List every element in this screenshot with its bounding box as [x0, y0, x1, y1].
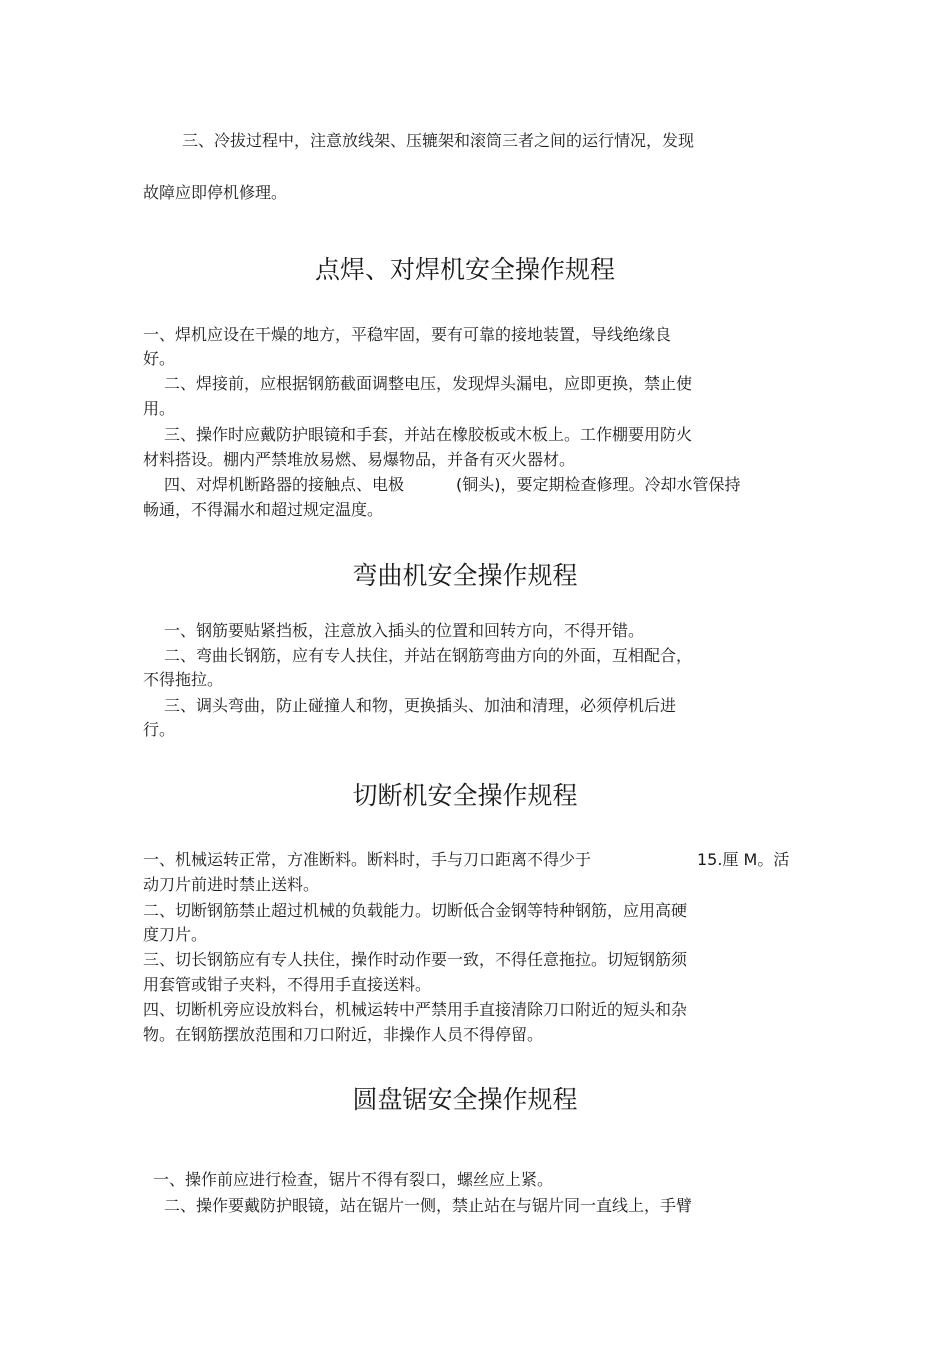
paragraph-line: 四、切断机旁应设放料台，机械运转中严禁用手直接清除刀口附近的短头和杂 — [143, 1000, 688, 1019]
paragraph-line: 一、焊机应设在干燥的地方，平稳牢固，要有可靠的接地装置，导线绝缘良 — [143, 325, 672, 344]
paragraph-line: 材料搭设。棚内严禁堆放易燃、易爆物品，并备有灭火器材。 — [143, 450, 576, 469]
paragraph-line: 四、对焊机断路器的接触点、电极 — [164, 475, 405, 494]
paragraph-line: 行。 — [143, 720, 176, 739]
paragraph-line: (铜头)，要定期检查修理。冷却水管保持 — [456, 475, 741, 494]
section-title-cutting-machine: 切断机安全操作规程 — [352, 781, 578, 810]
paragraph-line: 三、操作时应戴防护眼镜和手套，并站在橡胶板或木板上。工作棚要用防火 — [164, 425, 693, 444]
paragraph-line: 一、操作前应进行检查，锯片不得有裂口，螺丝应上紧。 — [153, 1170, 554, 1189]
paragraph-line: 15.厘 M。活 — [697, 850, 790, 869]
section-title-circular-saw: 圆盘锯安全操作规程 — [352, 1085, 578, 1114]
paragraph-line: 用套管或钳子夹料，不得用手直接送料。 — [143, 975, 432, 994]
paragraph-line: 三、调头弯曲，防止碰撞人和物，更换插头、加油和清理，必须停机后进 — [164, 696, 677, 715]
section-title-spot-butt-welder: 点焊、对焊机安全操作规程 — [314, 255, 615, 284]
intro-line-1: 三、冷拔过程中，注意放线架、压辘架和滚筒三者之间的运行情况，发现 — [182, 131, 695, 150]
paragraph-line: 度刀片。 — [143, 925, 208, 944]
paragraph-line: 好。 — [143, 349, 176, 368]
paragraph-line: 畅通，不得漏水和超过规定温度。 — [143, 500, 384, 519]
paragraph-line: 一、机械运转正常，方准断料。断料时，手与刀口距离不得少于 — [143, 850, 592, 869]
paragraph-line: 二、切断钢筋禁止超过机械的负载能力。切断低合金钢等特种钢筋，应用高硬 — [143, 901, 688, 920]
paragraph-line: 用。 — [143, 399, 176, 418]
paragraph-line: 二、操作要戴防护眼镜，站在锯片一侧，禁止站在与锯片同一直线上，手臂 — [164, 1196, 693, 1215]
paragraph-line: 二、焊接前，应根据钢筋截面调整电压，发现焊头漏电，应即更换，禁止使 — [164, 374, 693, 393]
intro-line-2: 故障应即停机修理。 — [143, 183, 288, 202]
paragraph-line: 物。在钢筋摆放范围和刀口附近，非操作人员不得停留。 — [143, 1025, 544, 1044]
paragraph-line: 不得拖拉。 — [143, 670, 224, 689]
paragraph-line: 一、钢筋要贴紧挡板，注意放入插头的位置和回转方向，不得开错。 — [164, 621, 645, 640]
paragraph-line: 动刀片前进时禁止送料。 — [143, 875, 320, 894]
paragraph-line: 三、切长钢筋应有专人扶住，操作时动作要一致，不得任意拖拉。切短钢筋须 — [143, 950, 688, 969]
section-title-bending-machine: 弯曲机安全操作规程 — [352, 561, 578, 590]
paragraph-line: 二、弯曲长钢筋，应有专人扶住，并站在钢筋弯曲方向的外面，互相配合， — [164, 646, 693, 665]
